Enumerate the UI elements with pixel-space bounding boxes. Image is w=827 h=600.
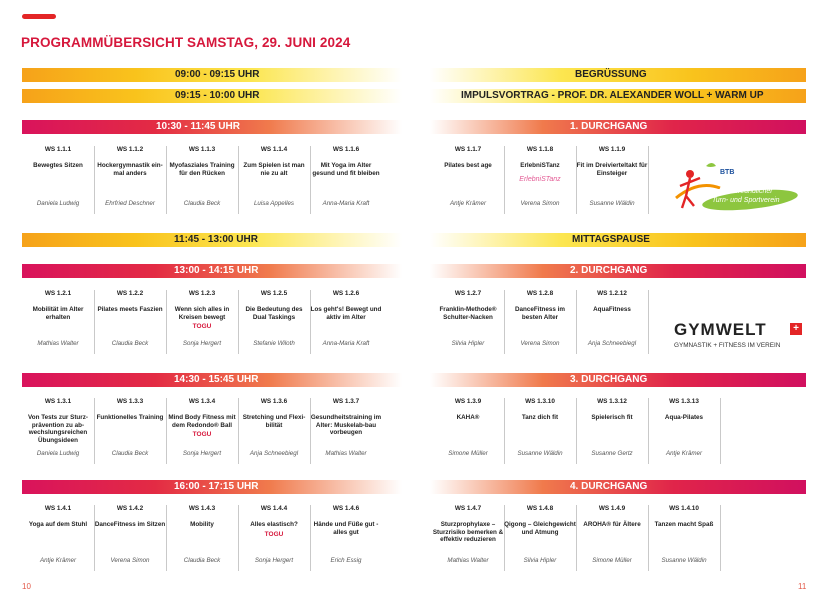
round-2-label-band <box>430 264 806 278</box>
workshop-code: WS 1.1.6 <box>332 146 360 153</box>
workshop-tutor: Sonja Hergert <box>182 340 222 347</box>
workshop-tutor: Susanne Wäldin <box>589 200 635 207</box>
workshop-name: AquaFitness <box>593 306 631 313</box>
gymwelt-logo-word: GYMWELT <box>674 320 767 339</box>
workshop-code: WS 1.3.6 <box>260 398 288 405</box>
page-number-right: 11 <box>798 582 807 591</box>
workshop-tutor: Anna-Maria Kraft <box>322 200 370 207</box>
workshop-cell <box>238 398 310 464</box>
round-3-label: 3. DURCHGANG <box>570 374 648 385</box>
workshop-code: WS 1.2.6 <box>332 290 360 297</box>
intro-2-time: 09:15 - 10:00 UHR <box>175 90 260 101</box>
btb-logo-abbr: BTB <box>720 169 735 176</box>
lunch-time: 11:45 - 13:00 UHR <box>174 234 258 245</box>
intro-1-label: BEGRÜSSUNG <box>575 69 647 80</box>
togu-logo: TOGU <box>192 323 212 330</box>
workshop-tutor: Susanne Wäldin <box>661 557 707 564</box>
workshop-code: WS 1.1.1 <box>44 146 72 153</box>
workshop-cell <box>432 398 504 464</box>
workshop-cell <box>238 505 310 571</box>
workshop-cell <box>94 146 166 214</box>
workshop-tutor: Daniela Ludwig <box>36 200 80 207</box>
round-2-time: 13:00 - 14:15 UHR <box>174 265 259 276</box>
lunch-time-band <box>22 233 402 247</box>
workshop-cell <box>432 290 504 354</box>
workshop-code: WS 1.4.9 <box>598 505 626 512</box>
workshop-name: Los geht's! Bewegt und aktiv im Alter <box>310 306 382 321</box>
workshop-cell <box>504 290 576 354</box>
workshop-tutor: Mathias Walter <box>325 450 367 457</box>
workshop-tutor: Anna-Maria Kraft <box>322 340 370 347</box>
workshop-name: KAHA® <box>456 414 480 421</box>
workshop-tutor: Stefanie Wiloth <box>253 340 295 347</box>
workshop-name: Funktionelles Training <box>96 414 164 421</box>
workshop-name: Stretching und Flexi-bilität <box>242 414 306 429</box>
column-divider <box>720 505 721 571</box>
workshop-cell <box>310 146 382 214</box>
workshop-cell <box>94 398 166 464</box>
workshop-tutor: Verena Simon <box>520 340 560 347</box>
erlebnistanz-logo: ErlebniSTanz <box>519 176 561 183</box>
workshop-code: WS 1.4.7 <box>454 505 482 512</box>
workshop-code: WS 1.3.1 <box>44 398 72 405</box>
intro-1-time: 09:00 - 09:15 UHR <box>175 69 260 80</box>
workshop-name: Wenn sich alles in Kreisen bewegt <box>174 306 230 321</box>
workshop-tutor: Erich Essig <box>330 557 362 564</box>
workshop-cell <box>22 290 94 354</box>
workshop-cell <box>576 290 648 354</box>
togu-logo: TOGU <box>264 531 284 538</box>
workshop-code: WS 1.3.4 <box>188 398 216 405</box>
workshop-code: WS 1.1.7 <box>454 146 482 153</box>
column-divider <box>648 146 649 214</box>
workshop-cell <box>504 505 576 571</box>
round-4-label-band <box>430 480 806 494</box>
workshop-code: WS 1.3.7 <box>332 398 360 405</box>
workshop-name: Franklin-Methode® Schulter-Nacken <box>439 306 497 321</box>
workshop-name: Mit Yoga im Alter gesund und fit bleiben <box>312 162 380 177</box>
workshop-tutor: Verena Simon <box>110 557 150 564</box>
workshop-tutor: Antje Krämer <box>39 557 77 564</box>
workshop-code: WS 1.2.12 <box>597 290 627 297</box>
workshop-code: WS 1.2.2 <box>116 290 144 297</box>
workshop-name: Pilates meets Faszien <box>97 306 163 313</box>
workshop-cell <box>166 290 238 354</box>
workshop-tutor: Sonja Hergert <box>254 557 294 564</box>
workshop-name: Bewegtes Sitzen <box>33 162 83 169</box>
gymwelt-logo-tagline: GYMNASTIK + FITNESS IM VEREIN <box>674 342 781 349</box>
workshop-code: WS 1.2.1 <box>44 290 72 297</box>
workshop-tutor: Antje Krämer <box>665 450 703 457</box>
workshop-cell <box>238 146 310 214</box>
workshop-tutor: Mathias Walter <box>37 340 79 347</box>
workshop-tutor: Claudia Beck <box>111 450 149 457</box>
workshop-code: WS 1.3.13 <box>669 398 699 405</box>
workshop-tutor: Simone Müller <box>448 450 488 457</box>
round-4-time-band <box>22 480 402 494</box>
workshop-tutor: Luisa Appelles <box>253 200 295 207</box>
page-title: PROGRAMMÜBERSICHT SAMSTAG, 29. JUNI 2024 <box>21 35 351 50</box>
workshop-name: Mind Body Fitness mit dem Redondo® Ball <box>168 414 236 429</box>
workshop-code: WS 1.1.3 <box>188 146 216 153</box>
workshop-cell <box>166 398 238 464</box>
workshop-code: WS 1.3.9 <box>454 398 482 405</box>
workshop-cell <box>648 398 720 464</box>
workshop-tutor: Antje Krämer <box>449 200 487 207</box>
workshop-name: Qigong – Gleichgewicht und Atmung <box>504 521 576 536</box>
workshop-tutor: Anja Schneebiegl <box>249 450 299 457</box>
workshop-code: WS 1.3.3 <box>116 398 144 405</box>
round-1-time-band <box>22 120 402 134</box>
column-divider <box>648 290 649 354</box>
workshop-code: WS 1.4.10 <box>669 505 699 512</box>
workshop-cell <box>432 146 504 214</box>
gymwelt-emblem-icon: + <box>790 323 802 335</box>
intro-band-2-time <box>22 89 402 103</box>
column-divider <box>720 398 721 464</box>
gymwelt-logo <box>672 320 812 356</box>
workshop-code: WS 1.1.8 <box>526 146 554 153</box>
workshop-tutor: Susanne Gertz <box>591 450 633 457</box>
workshop-tutor: Verena Simon <box>520 200 560 207</box>
workshop-name: Von Tests zur Sturz-prävention zu ab-wechslungsreichen Übungsideen <box>28 414 88 444</box>
round-3-label-band <box>430 373 806 387</box>
workshop-name: Zum Spielen ist man nie zu alt <box>243 162 305 177</box>
togu-logo: TOGU <box>192 431 212 438</box>
workshop-tutor: Claudia Beck <box>111 340 149 347</box>
round-1-label: 1. DURCHGANG <box>570 121 648 132</box>
workshop-name: AROHA® für Ältere <box>583 521 641 528</box>
workshop-cell <box>22 398 94 464</box>
workshop-cell <box>166 146 238 214</box>
intro-band-1-time <box>22 68 402 82</box>
workshop-name: Gesundheitstraining im Alter: Muskelab-bau vorbeugen <box>310 414 382 437</box>
btb-logo-graphic <box>668 158 800 216</box>
lunch-label: MITTAGSPAUSE <box>572 234 650 245</box>
workshop-code: WS 1.2.7 <box>454 290 482 297</box>
workshop-cell <box>504 398 576 464</box>
workshop-name: Hände und Füße gut - alles gut <box>313 521 379 536</box>
workshop-cell <box>310 290 382 354</box>
btb-logo-line2: Turn- und Sportverein <box>712 197 780 204</box>
workshop-cell <box>310 505 382 571</box>
workshop-name: Hockergymnastik ein-mal anders <box>97 162 163 177</box>
decorative-red-bar <box>22 14 56 19</box>
round-2-time-band <box>22 264 402 278</box>
workshop-tutor: Susanne Wäldin <box>517 450 563 457</box>
round-4-time: 16:00 - 17:15 UHR <box>174 481 259 492</box>
workshop-name: Pilates best age <box>444 162 492 169</box>
workshop-tutor: Mathias Walter <box>447 557 489 564</box>
workshop-name: Sturzprophylaxe – Sturzrisiko bemerken & effektiv reduzieren <box>432 521 504 544</box>
workshop-name: Die Bedeutung des Dual Taskings <box>245 306 303 321</box>
workshop-tutor: Claudia Beck <box>183 557 221 564</box>
workshop-name: Tanz dich fit <box>521 414 559 421</box>
workshop-tutor: Daniela Ludwig <box>36 450 80 457</box>
workshop-name: Mobility <box>190 521 214 528</box>
workshop-tutor: Simone Müller <box>592 557 632 564</box>
round-2-label: 2. DURCHGANG <box>570 265 648 276</box>
workshop-cell <box>310 398 382 464</box>
workshop-name: Yoga auf dem Stuhl <box>28 521 88 528</box>
workshop-code: WS 1.4.2 <box>116 505 144 512</box>
workshop-tutor: Silvia Hipler <box>523 557 557 564</box>
btb-logo-line1: Seniorenfreundlicher <box>708 188 773 195</box>
workshop-cell <box>576 505 648 571</box>
workshop-cell <box>576 398 648 464</box>
workshop-code: WS 1.4.8 <box>526 505 554 512</box>
workshop-name: Myofasziales Training für den Rücken <box>169 162 235 177</box>
workshop-name: Tanzen macht Spaß <box>654 521 714 528</box>
lunch-label-band <box>430 233 806 247</box>
workshop-tutor: Sonja Hergert <box>182 450 222 457</box>
workshop-name: Fit im Dreivierteltakt für Einsteiger <box>576 162 648 177</box>
workshop-cell <box>432 505 504 571</box>
workshop-code: WS 1.1.4 <box>260 146 288 153</box>
workshop-cell <box>504 146 576 214</box>
workshop-name: DanceFitness im Sitzen <box>94 521 166 528</box>
workshop-name: ErlebniSTanz <box>520 162 560 169</box>
workshop-code: WS 1.1.2 <box>116 146 144 153</box>
workshop-name: Mobilität im Alter erhalten <box>32 306 84 321</box>
workshop-tutor: Silvia Hipler <box>451 340 485 347</box>
round-1-time: 10:30 - 11:45 UHR <box>156 121 240 132</box>
workshop-name: Spielerisch fit <box>591 414 633 421</box>
workshop-code: WS 1.3.10 <box>525 398 555 405</box>
workshop-name: DanceFitness im besten Alter <box>514 306 566 321</box>
workshop-code: WS 1.4.3 <box>188 505 216 512</box>
workshop-tutor: Claudia Beck <box>183 200 221 207</box>
workshop-tutor: Anja Schneebiegl <box>587 340 637 347</box>
page-number-left: 10 <box>22 582 31 591</box>
round-3-time: 14:30 - 15:45 UHR <box>174 374 259 385</box>
workshop-cell <box>22 146 94 214</box>
workshop-cell <box>94 290 166 354</box>
round-4-label: 4. DURCHGANG <box>570 481 648 492</box>
workshop-code: WS 1.3.12 <box>597 398 627 405</box>
btb-logo <box>668 158 800 216</box>
workshop-cell <box>94 505 166 571</box>
workshop-cell <box>166 505 238 571</box>
workshop-cell <box>648 505 720 571</box>
intro-2-label: IMPULSVORTRAG - PROF. DR. ALEXANDER WOLL + WARM UP <box>461 90 764 101</box>
workshop-cell <box>22 505 94 571</box>
workshop-code: WS 1.4.1 <box>44 505 72 512</box>
workshop-code: WS 1.2.5 <box>260 290 288 297</box>
round-1-label-band <box>430 120 806 134</box>
workshop-cell <box>238 290 310 354</box>
workshop-tutor: Ehrfried Deschner <box>105 200 155 207</box>
workshop-code: WS 1.1.9 <box>598 146 626 153</box>
workshop-code: WS 1.2.8 <box>526 290 554 297</box>
intro-band-1-label <box>430 68 806 82</box>
workshop-code: WS 1.4.4 <box>260 505 288 512</box>
workshop-name: Alles elastisch? <box>250 521 298 528</box>
workshop-cell <box>576 146 648 214</box>
workshop-code: WS 1.4.6 <box>332 505 360 512</box>
round-3-time-band <box>22 373 402 387</box>
workshop-name: Aqua-Pilates <box>664 414 704 421</box>
workshop-code: WS 1.2.3 <box>188 290 216 297</box>
intro-band-2-label <box>430 89 806 103</box>
